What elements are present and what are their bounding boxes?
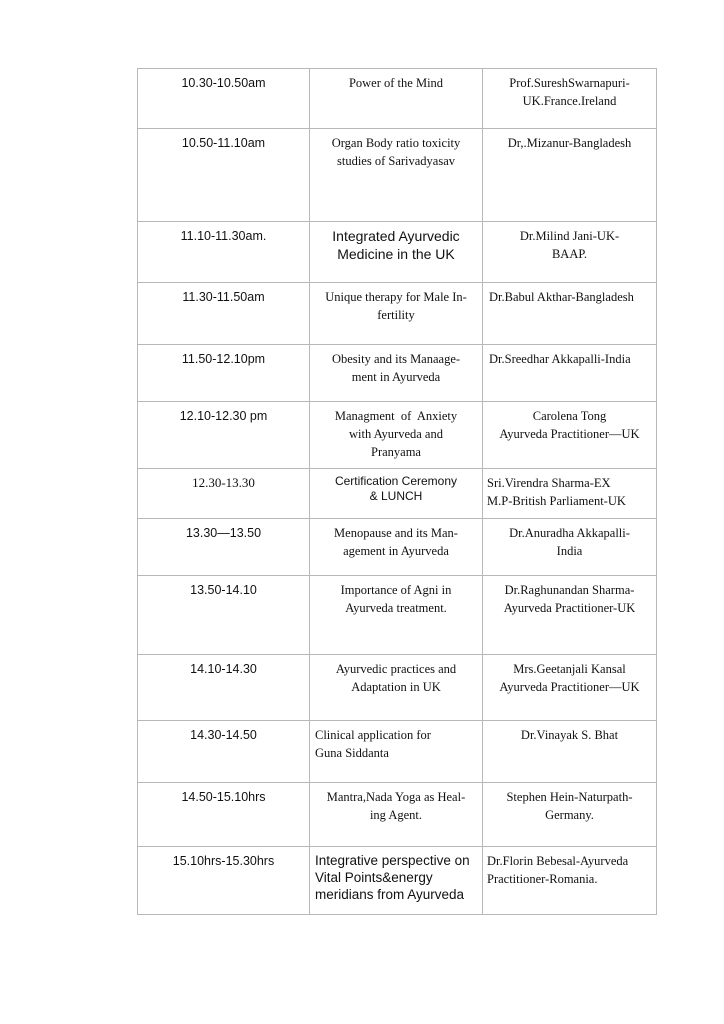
schedule-row [138, 783, 657, 847]
topic-line: Organ Body ratio toxicity [331, 136, 461, 150]
schedule-row [138, 129, 657, 222]
speaker-cell [483, 519, 657, 576]
schedule-row [138, 283, 657, 345]
speaker-line: Dr.Anuradha Akkapalli- [509, 526, 630, 540]
schedule-row [138, 69, 657, 129]
speaker-line: UK.France.Ireland [522, 94, 617, 108]
speaker-line: Mrs.Geetanjali Kansal [513, 662, 626, 676]
topic-line: & LUNCH [369, 489, 423, 503]
time-cell: 10.30-10.50am [138, 69, 310, 129]
time-cell: 14.50-15.10hrs [138, 783, 310, 847]
topic-cell [310, 576, 483, 655]
speaker-line: BAAP. [551, 247, 588, 261]
time-cell: 12.30-13.30 [138, 469, 310, 519]
speaker-line: Carolena Tong [532, 409, 607, 423]
topic-line: ment in Ayurveda [351, 370, 441, 384]
topic-line: Guna Siddanta [315, 746, 389, 760]
topic-line: Vital Points&energy [315, 870, 433, 885]
topic-cell [310, 345, 483, 402]
speaker-cell [483, 402, 657, 469]
schedule-row [138, 655, 657, 721]
speaker-line: Dr.Vinayak S. Bhat [520, 728, 619, 742]
topic-line: ing Agent. [369, 808, 423, 822]
topic-line: Adaptation in UK [351, 680, 441, 694]
speaker-line: Ayurveda Practitioner—UK [499, 680, 640, 694]
topic-line: meridians from Ayurveda [315, 887, 465, 902]
topic-line: studies of Sarivadyasav [336, 154, 456, 168]
schedule-row [138, 721, 657, 783]
speaker-line: Prof.SureshSwarnapuri- [509, 76, 630, 90]
speaker-line: Germany. [545, 808, 594, 822]
schedule-row [138, 222, 657, 283]
topic-cell [310, 655, 483, 721]
schedule-table [137, 68, 657, 915]
time-cell: 14.30-14.50 [138, 721, 310, 783]
time-cell: 13.50-14.10 [138, 576, 310, 655]
topic-line: Pranyama [371, 445, 421, 459]
topic-line: Ayurveda treatment. [345, 601, 447, 615]
speaker-cell [483, 69, 657, 129]
speaker-line: Dr,.Mizanur-Bangladesh [507, 136, 632, 150]
time-cell: 12.10-12.30 pm [138, 402, 310, 469]
speaker-line: Dr.Florin Bebesal-Ayurveda [487, 854, 629, 868]
topic-line: Medicine in the UK [337, 246, 455, 262]
schedule-row [138, 402, 657, 469]
time-cell: 11.50-12.10pm [138, 345, 310, 402]
speaker-cell [483, 847, 657, 915]
topic-cell [310, 519, 483, 576]
speaker-line: Ayurveda Practitioner-UK [503, 601, 636, 615]
schedule-row [138, 345, 657, 402]
speaker-line: Stephen Hein-Naturpath- [506, 790, 633, 804]
speaker-line: Dr.Babul Akthar-Bangladesh [489, 290, 634, 304]
speaker-cell [483, 283, 657, 345]
speaker-cell [483, 469, 657, 519]
topic-line: with Ayurveda and [349, 427, 443, 441]
speaker-line: India [556, 544, 583, 558]
topic-line: Integrative perspective on [315, 853, 470, 868]
speaker-cell [483, 129, 657, 222]
speaker-line: Practitioner-Romania. [487, 872, 598, 886]
topic-cell [310, 783, 483, 847]
topic-cell [310, 847, 483, 915]
topic-cell [310, 721, 483, 783]
speaker-line: Dr.Milind Jani-UK- [519, 229, 620, 243]
topic-cell [310, 129, 483, 222]
topic-line: Importance of Agni in [340, 583, 452, 597]
speaker-line: Dr.Raghunandan Sharma- [504, 583, 635, 597]
topic-line: fertility [377, 308, 415, 322]
topic-line: Menopause and its Man- [334, 526, 458, 540]
topic-cell [310, 469, 483, 519]
speaker-cell [483, 345, 657, 402]
topic-line: Obesity and its Manaage- [331, 352, 461, 366]
time-cell: 15.10hrs-15.30hrs [138, 847, 310, 915]
topic-line: Managment of Anxiety [334, 409, 458, 423]
topic-line: Integrated Ayurvedic [332, 228, 460, 244]
topic-line: Ayurvedic practices and [335, 662, 457, 676]
schedule-row [138, 519, 657, 576]
time-cell: 11.30-11.50am [138, 283, 310, 345]
speaker-line: Ayurveda Practitioner—UK [499, 427, 640, 441]
speaker-cell [483, 721, 657, 783]
topic-cell [310, 69, 483, 129]
topic-line: Power of the Mind [348, 76, 444, 90]
speaker-cell [483, 222, 657, 283]
time-cell: 10.50-11.10am [138, 129, 310, 222]
time-cell: 13.30—13.50 [138, 519, 310, 576]
speaker-line: Sri.Virendra Sharma-EX [487, 476, 611, 490]
topic-line: Mantra,Nada Yoga as Heal- [326, 790, 466, 804]
topic-cell [310, 402, 483, 469]
time-cell: 11.10-11.30am. [138, 222, 310, 283]
topic-line: Clinical application for [315, 728, 431, 742]
speaker-line: Dr.Sreedhar Akkapalli-India [489, 352, 631, 366]
time-cell: 14.10-14.30 [138, 655, 310, 721]
topic-line: Unique therapy for Male In- [325, 290, 467, 304]
topic-line: agement in Ayurveda [343, 544, 449, 558]
topic-cell [310, 222, 483, 283]
speaker-cell [483, 655, 657, 721]
speaker-line: M.P-British Parliament-UK [487, 494, 626, 508]
speaker-cell [483, 783, 657, 847]
speaker-cell [483, 576, 657, 655]
topic-cell [310, 283, 483, 345]
schedule-row [138, 576, 657, 655]
schedule-row [138, 469, 657, 519]
schedule-row [138, 847, 657, 915]
topic-line: Certification Ceremony [334, 474, 458, 488]
